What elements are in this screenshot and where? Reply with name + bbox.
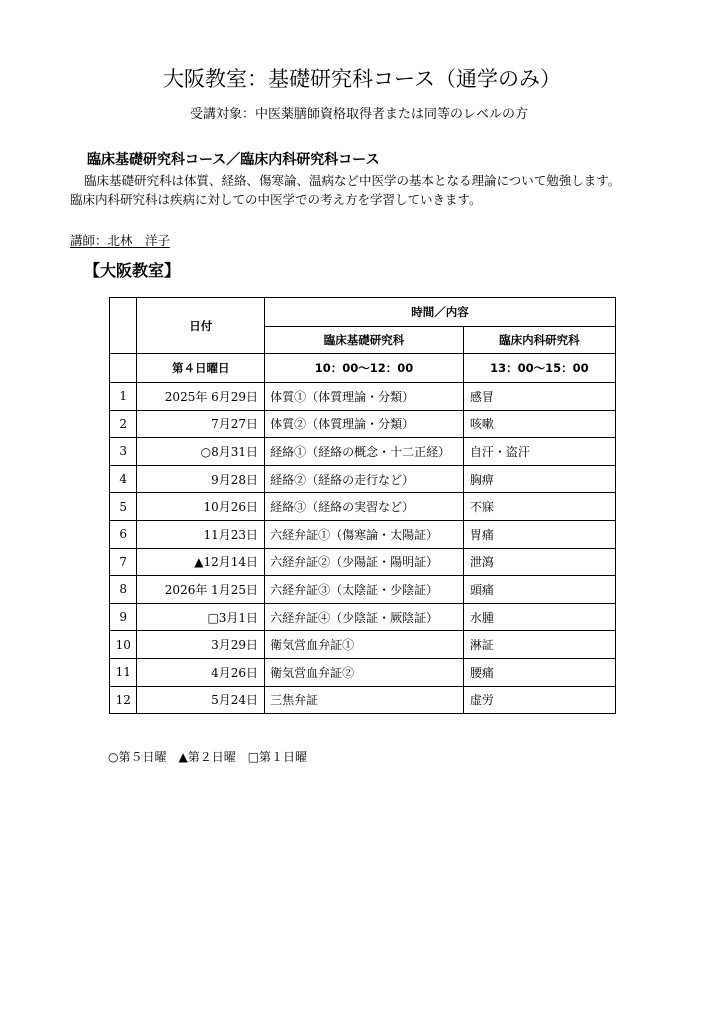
table-row [110,631,616,659]
row-number: 10 [110,631,137,659]
header-time-content: 時間／内容 [265,298,616,327]
row-date: 10月26日 [137,493,265,521]
header-internal-time: 13：00〜15：00 [463,354,615,383]
row-date: 9月28日 [137,465,265,493]
table-row [110,438,616,466]
row-basic-topic: 衛気営血弁証② [265,658,464,686]
header-basic: 臨床基礎研究科 [265,327,464,354]
row-basic-topic: 六経弁証②（少陽証・陽明証） [265,548,464,576]
row-date: 5月24日 [137,686,265,714]
row-date: ○8月31日 [137,438,265,466]
row-number: 9 [110,603,137,631]
row-number: 6 [110,520,137,548]
row-basic-topic: 経絡③（経絡の実習など） [265,493,464,521]
row-date: 7月27日 [137,410,265,438]
row-basic-topic: 経絡①（経絡の概念・十二正経） [265,438,464,466]
row-internal-topic: 胃痛 [463,520,615,548]
instructor: 講師：北林 洋子 [70,233,171,248]
row-internal-topic: 水腫 [463,603,615,631]
row-date: 11月23日 [137,520,265,548]
row-number: 2 [110,410,137,438]
row-internal-topic: 腰痛 [463,658,615,686]
header-day: 第４日曜日 [137,354,265,383]
row-number: 8 [110,576,137,604]
header-no [110,298,137,354]
header-date: 日付 [137,298,265,354]
row-number: 1 [110,383,137,411]
row-internal-topic: 自汗・盗汗 [463,438,615,466]
schedule-body [110,383,616,714]
row-number: 11 [110,658,137,686]
row-number: 12 [110,686,137,714]
table-row [110,686,616,714]
row-number: 7 [110,548,137,576]
row-number: 4 [110,465,137,493]
row-basic-topic: 六経弁証③（太陰証・少陰証） [265,576,464,604]
row-date: 2026年 1月25日 [137,576,265,604]
page-title: 大阪教室：基礎研究科コース（通学のみ） [163,67,561,91]
row-basic-topic: 体質②（体質理論・分類） [265,410,464,438]
row-date: 4月26日 [137,658,265,686]
row-internal-topic: 咳嗽 [463,410,615,438]
header-no-blank [110,354,137,383]
legend: ○第５日曜 ▲第２日曜 □第１日曜 [108,750,308,764]
table-row [110,383,616,411]
table-row [110,658,616,686]
row-basic-topic: 体質①（体質理論・分類） [265,383,464,411]
schedule-table [109,297,616,714]
target-audience: 受講対象：中医薬膳師資格取得者または同等のレベルの方 [190,107,529,122]
row-internal-topic: 虚労 [463,686,615,714]
row-number: 3 [110,438,137,466]
row-internal-topic: 泄瀉 [463,548,615,576]
header-internal: 臨床内科研究科 [463,327,615,354]
row-basic-topic: 六経弁証④（少陰証・厥陰証） [265,603,464,631]
table-row [110,576,616,604]
row-basic-topic: 六経弁証①（傷寒論・太陽証） [265,520,464,548]
table-row [110,603,616,631]
row-internal-topic: 不寐 [463,493,615,521]
row-basic-topic: 経絡②（経絡の走行など） [265,465,464,493]
table-row [110,465,616,493]
row-internal-topic: 淋証 [463,631,615,659]
row-date: ▲12月14日 [137,548,265,576]
row-date: □3月1日 [137,603,265,631]
row-internal-topic: 頭痛 [463,576,615,604]
row-basic-topic: 衛気営血弁証① [265,631,464,659]
row-date: 3月29日 [137,631,265,659]
table-row [110,493,616,521]
header-basic-time: 10：00〜12：00 [265,354,464,383]
course-heading: 臨床基礎研究科コース／臨床内科研究科コース [87,152,380,168]
row-basic-topic: 三焦弁証 [265,686,464,714]
table-row [110,410,616,438]
course-description [70,171,690,209]
classroom-heading: 【大阪教室】 [84,261,181,280]
row-internal-topic: 胸痹 [463,465,615,493]
description-line: 臨床基礎研究科は体質、経絡、傷寒論、温病など中医学の基本となる理論について勉強します。 [84,173,621,188]
description-line: 臨床内科研究科は疾病に対しての中医学での考え方を学習していきます。 [70,192,482,207]
table-row [110,548,616,576]
row-date: 2025年 6月29日 [137,383,265,411]
row-internal-topic: 感冒 [463,383,615,411]
table-row [110,520,616,548]
row-number: 5 [110,493,137,521]
